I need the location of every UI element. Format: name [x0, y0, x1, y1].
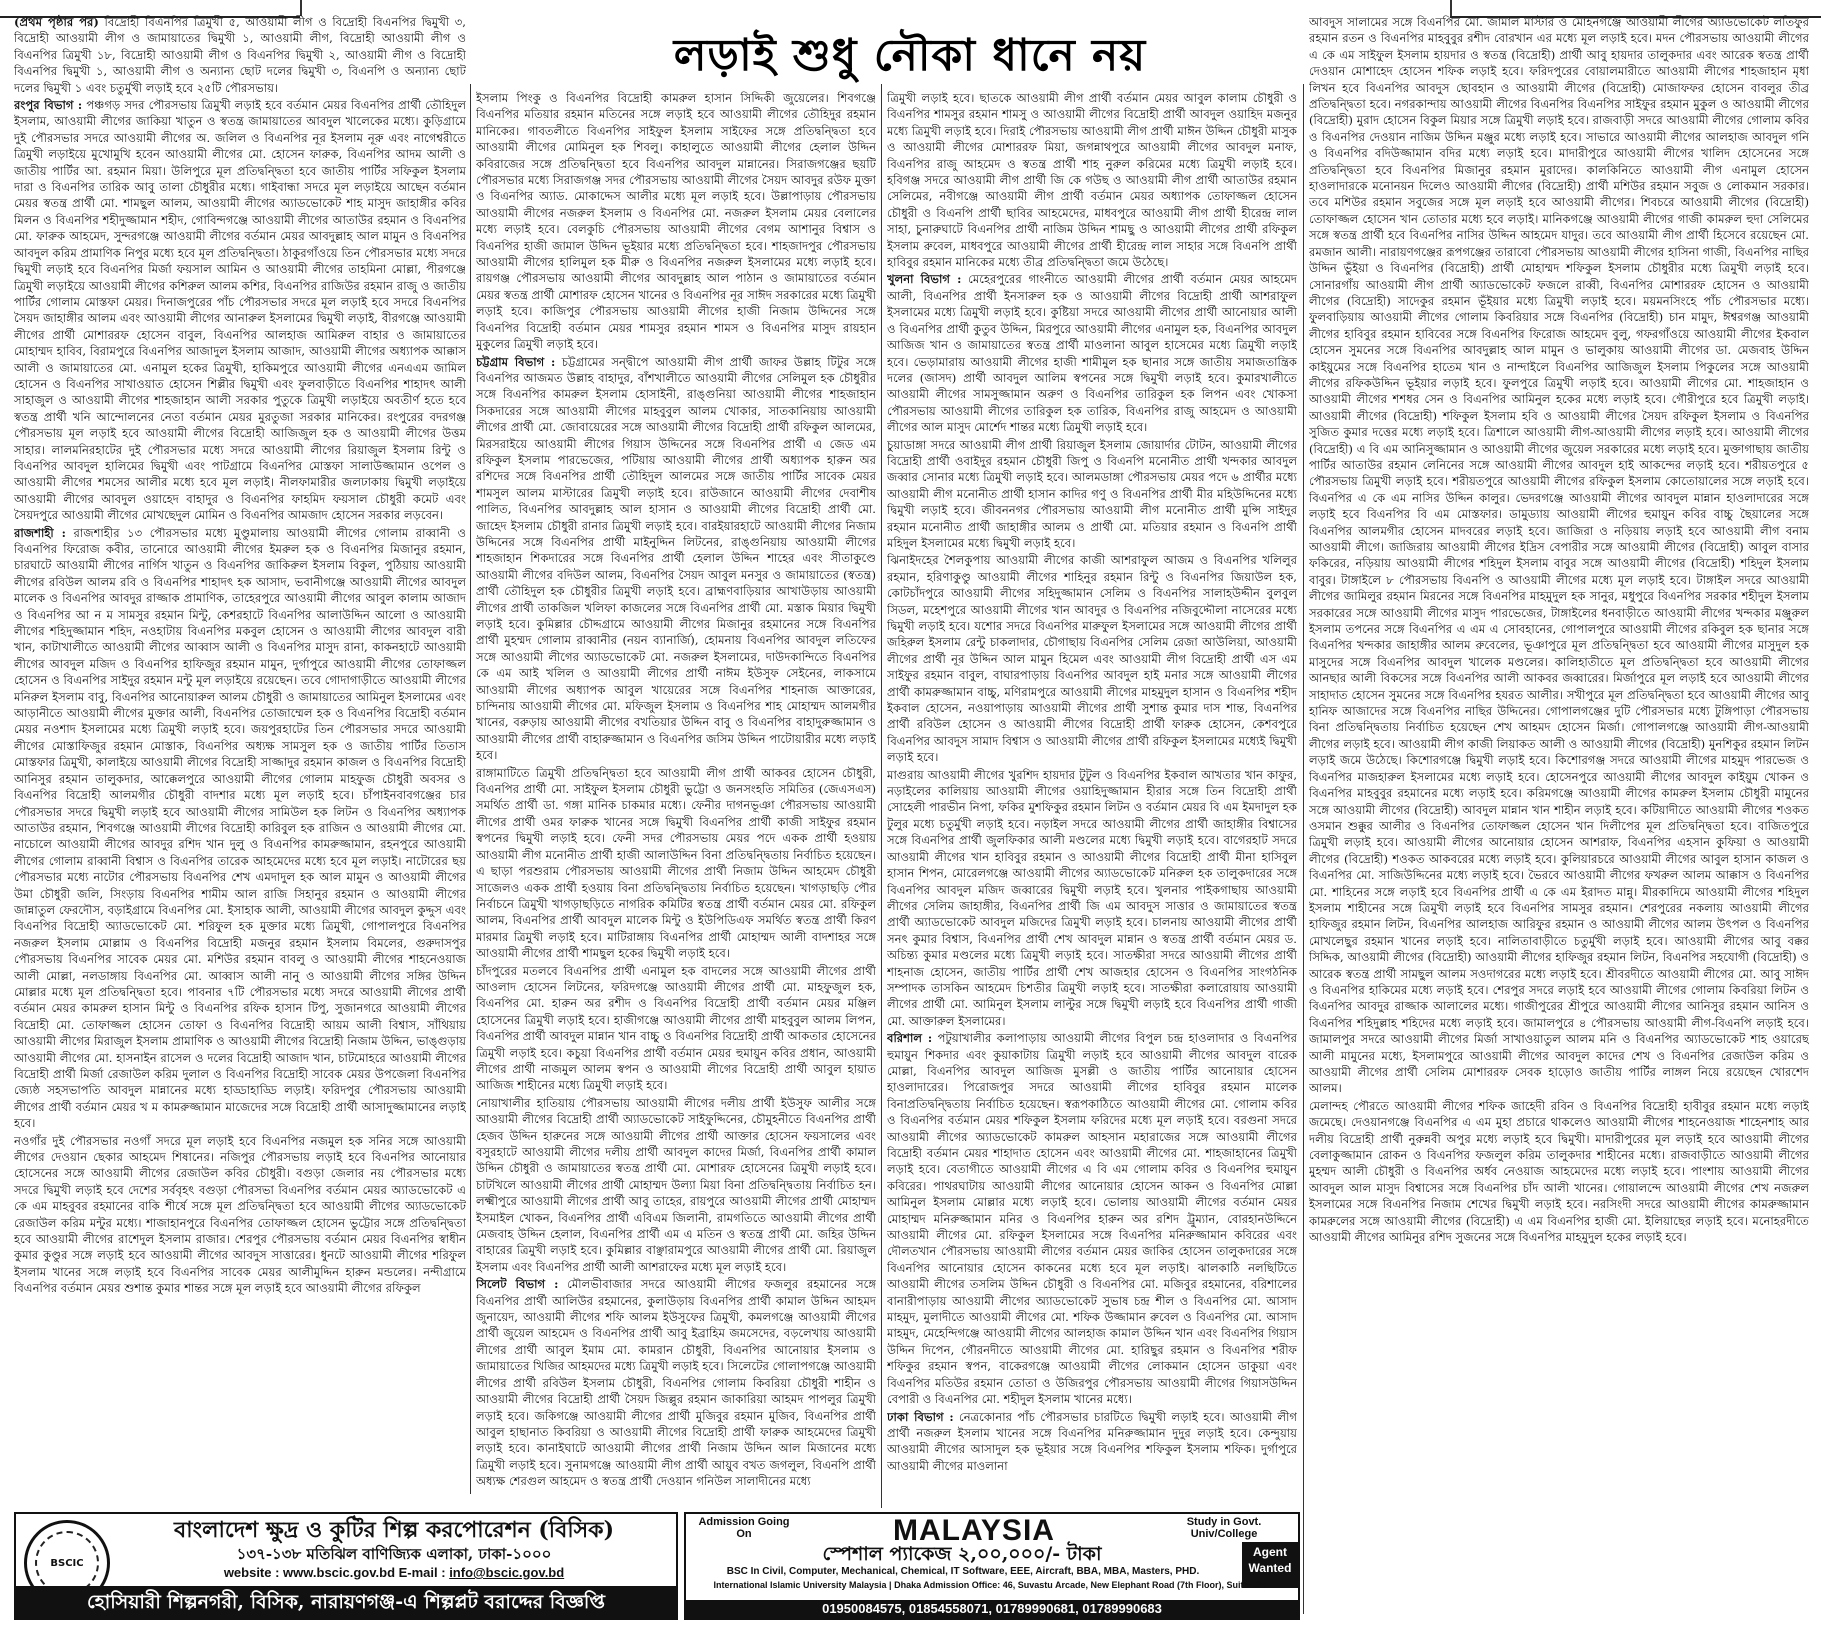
article-paragraph	[14, 1133, 466, 1297]
paragraph-text: চাঁদপুরের মতলবে বিএনপির প্রার্থী এনামুল হক বাদলের সঙ্গে আওয়ামী লীগের প্রার্থী আওলাদ হোসেন লিটনের, ফরিদগঞ্জে আওয়ামী লীগের প্রার্থী মো. মাহফুজুল হক, বিএনপির মো. হারুন অর রশীদ ও বিএনপির বিদ্রোহী প্রার্থী বর্তমান মেয়র মঞ্জিল হোসেনের ত্রিমুখী লড়াই হবে। হাজীগঞ্জে আওয়ামী লীগের প্রার্থী মাহবুবুল আলম লিপন, বিএনপির প্রার্থী আবদুল মান্নান খান বাচ্চু ও বিএনপির বিদ্রোহী প্রার্থী আকতার হোসেনের ত্রিমুখী লড়াই হবে। কচুয়া বিএনপির প্রার্থী বর্তমান মেয়র হুমায়ুন কবির প্রধান, আওয়ামী লীগের প্রার্থী নাজমুল আলম স্বপন ও আওয়ামী লীগের বিদ্রোহী প্রার্থী আবুল হায়াত আজিজ শাহীনের মধ্যে ত্রিমুখী লড়াই হবে।	[476, 963, 876, 1093]
article-paragraph	[887, 90, 1297, 270]
phone-numbers: 01950084575, 01854558071, 01789990681, 01789990683	[686, 1600, 1298, 1618]
bscic-address: ১৩৭-১৩৮ মতিঝিল বাণিজ্যিক এলাকা, ঢাকা-১০০০	[236, 1545, 552, 1563]
article-paragraph	[476, 963, 876, 1094]
paragraph-text: নেত্রকোনার পাঁচ পৌরসভার চারটিতে দ্বিমুখী লড়াই হবে। আওয়ামী লীগ প্রার্থী নজরুল ইসলাম খানের সঙ্গে বিএনপির মনিরুজ্জামান দুদুর লড়াই হবে। কেন্দুয়ায় আওয়ামী লীগের আসাদুল হক ভূইয়ার সঙ্গে বিএনপির শফিকুল ইসলাম শফিক। দুর্গাপুরে আওয়ামী লীগের মাওলানা	[887, 1409, 1297, 1473]
paragraph-text: মৌলভীবাজার সদরে আওয়ামী লীগের ফজলুর রহমানের সঙ্গে বিএনপির প্রার্থী আলিউর রহমানের, কুলাউড়ায় বিএনপির প্রার্থী কামাল উদ্দিন আহমদ জুনায়েদ, আওয়ামী লীগের শফি আলম ইউসুফের ত্রিমুখী, কমলগঞ্জে আওয়ামী লীগের প্রার্থী জুয়েল আহমেদ ও বিএনপির প্রার্থী আবু ইব্রাহিম জমসেদের, বড়লেখায় আওয়ামী লীগের প্রার্থী আবুল ইমাম মো. কামরান চৌধুরী, বিএনপির আনোয়ার ইসলাম ও জামায়াতের খিজির আহমদের মধ্যে ত্রিমুখী লড়াই হবে। সিলেটের গোলাপগঞ্জে আওয়ামী লীগের প্রার্থী রবিউল ইসলাম চৌধুরী, বিএনপির গোলাম কিবরিয়া চৌধুরী শাহীন ও আওয়ামী লীগের বিদ্রোহী প্রার্থী সৈয়দ জিল্লুর রহমান জাকারিয়া আহমদ পাপলুর ত্রিমুখী লড়াই হবে। জকিগঞ্জে আওয়ামী লীগের প্রার্থী মুজিবুর রহমান মুজিব, বিএনপির প্রার্থী আবুল হাছানাত কিবরিয়া ও আওয়ামী লীগের বিদ্রোহী প্রার্থী ফারুক আহমেদের ত্রিমুখী লড়াই হবে। কানাইঘাটে আওয়ামী লীগের প্রার্থী নিজাম উদ্দিন আল মিজানের মধ্যে ত্রিমুখী লড়াই হবে। সুনামগঞ্জে আওয়ামী লীগ প্রার্থী আয়ুব বখত জগলুল, বিএনপি প্রার্থী অধ্যক্ষ শেরগুল আহমেদ ও স্বতন্ত্র প্রার্থী দেওয়ান গনিউল সালাদীনের মধ্যে	[476, 1277, 876, 1489]
bscic-website-label: website : www.bscic.gov.bd E-mail :	[223, 1565, 450, 1580]
article-paragraph	[1309, 1098, 1809, 1246]
paragraph-text: পটুয়াখালীর কলাপাড়ায় আওয়ামী লীগের বিপুল চন্দ্র হাওলাদার ও বিএনপির হুমায়ুন শিকদার এবং কুয়াকাটায় ত্রিমুখী লড়াই হবে আওয়ামী লীগের আবদুল বারেক মোল্লা, বিএনপির আবদুল আজিজ মুসল্লী ও জাতীয় পার্টির আনোয়ার হোসেন হাওলাদারের। পিরোজপুর সদরে আওয়ামী লীগের হাবিবুর রহমান মালেক বিনাপ্রতিদ্বন্দ্বিতায় নির্বাচিত হয়েছেন। স্বরূপকাঠিতে আওয়ামী লীগের মো. গোলাম কবির ও বিএনপির বর্তমান মেয়র শফিকুল ইসলাম ফরিদের মধ্যে মূল লড়াই হবে। বরগুনা সদরে আওয়ামী লীগের অ্যাডভোকেট কামরুল আহসান মহারাজের সঙ্গে আওয়ামী লীগের বিদ্রোহী বর্তমান মেয়র শাহাদাত হোসেন এবং আওয়ামী লীগের মো. শাহজাহানের ত্রিমুখী লড়াই হবে। বেতাগীতে আওয়ামী লীগের এ বি এম গোলাম কবির ও বিএনপির হুমায়ুন কবিরের। পাথরঘাটায় আওয়ামী লীগের আনোয়ার হোসেন আকন ও বিএনপির মোল্লা আমিনুল ইসলাম মোল্লার মধ্যে লড়াই হবে। ভোলায় আওয়ামী লীগের বর্তমান মেয়র মোহাম্মদ মনিরুজ্জামান মনির ও বিএনপির হারুন অর রশিদ ট্রুম্যান, বোরহানউদ্দিনে আওয়ামী লীগের মো. রফিকুল ইসলামের সঙ্গে বিএনপির মনিরুজ্জামান কবিরের এবং দৌলতখান পৌরসভায় আওয়ামী লীগের বর্তমান মেয়র জাকির হোসেন তালুকদারের সঙ্গে বিএনপির আনোয়ার হোসেন কাকনের মধ্যে হবে মূল লড়াই। ঝালকাঠি নলছিটিতে আওয়ামী লীগের তসলিম উদ্দিন চৌধুরী ও বিএনপির মো. মজিবুর রহমানের, বরিশালের বানারীপাড়ায় আওয়ামী লীগের অ্যাডভোকেট সুভাষ চন্দ্র শীল ও বিএনপির মো. আসাদ মাহমুদ, মুলাদীতে আওয়ামী লীগের মো. শফিক উজ্জামান রুবেল ও বিএনপির মো. আসাদ মাহমুদ, মেহেন্দিগঞ্জে আওয়ামী লীগের আলহাজ কামাল উদ্দিন খান এবং বিএনপির গিয়াস উদ্দিন দিপেন, গৌরনদীতে আওয়ামী লীগের মো. হারিছুর রহমান ও বিএনপির শরীফ শফিকুর রহমান স্বপন, বাকেরগঞ্জে আওয়ামী লীগের লোকমান হোসেন ডাকুয়া এবং বিএনপির মতিউর রহমান তোতা ও উজিরপুর পৌরসভায় আওয়ামী লীগের গিয়াসউদ্দিন বেপারী ও বিএনপির মো. শহীদুল ইসলাম খানের মধ্যে।	[887, 1031, 1297, 1407]
bscic-contact	[134, 1564, 654, 1582]
article-paragraph	[14, 14, 466, 96]
article-paragraph	[887, 1409, 1297, 1475]
section-lead: ঢাকা বিভাগ :	[887, 1409, 954, 1424]
malaysia-study-advertisement	[684, 1512, 1300, 1620]
column-divider	[470, 84, 471, 1494]
article-paragraph	[1309, 14, 1809, 1097]
paragraph-text: চুয়াডাঙ্গা সদরে আওয়ামী লীগ প্রার্থী রিয়াজুল ইসলাম জোয়ার্দার টোটন, আওয়ামী লীগের বিদ্রোহী প্রার্থী ওবাইদুর রহমান চৌধুরী জিপু ও বিএনপি মনোনীত প্রার্থী খন্দকার আবদুল জব্বার সোনার মধ্যে ত্রিমুখী লড়াই হবে। আলমডাঙ্গা পৌরসভায় মেয়র পদে ৬ প্রার্থীর মধ্যে আওয়ামী লীগ মনোনীত প্রার্থী হাসান কাদির গণু ও বিএনপির প্রার্থী মীর মহিউদ্দিনের মধ্যে দ্বিমুখী লড়াই হবে। জীবননগর পৌরসভায় আওয়ামী লীগ মনোনীত প্রার্থী মুন্সি সাইদুর রহমান মনোনীত প্রার্থী জাহাঙ্গীর আলম ও প্রার্থী মো. মতিয়ার রহমান ও বিএনপি প্রার্থী মহিদুল ইসলামের মধ্যে দ্বিমুখী লড়াই হবে।	[887, 437, 1297, 550]
article-paragraph	[887, 437, 1297, 552]
study-label: Study in Govt. Univ/College	[1186, 1516, 1262, 1540]
article-column-4	[1309, 14, 1809, 1616]
page-headline: লড়াই শুধু নৌকা ধানে নয়	[673, 30, 1147, 81]
admission-label: Admission Going On	[698, 1516, 790, 1540]
article-paragraph	[476, 1276, 876, 1489]
paragraph-text: ইসলাম পিংকু ও বিএনপির বিদ্রোহী কামরুল হাসান সিদ্দিকী জুয়েলের। শিবগঞ্জে বিএনপির মতিয়ার রহমান মতিনের সঙ্গে লড়াই হবে আওয়ামী লীগের তৌহিদুর রহমান মানিকের। গাবতলীতে বিএনপির সাইফুল ইসলাম সাইফের সঙ্গে প্রতিদ্বন্দ্বিতা হবে আওয়ামী লীগের মোমিনুল হক শিবলু। কাহালুতে আওয়ামী লীগের হেলাল উদ্দিন কবিরাজের সঙ্গে প্রতিদ্বন্দ্বিতা হবে বিএনপির আবদুল মান্নানের। সিরাজগঞ্জের ছয়টি পৌরসভার মধ্যে সিরাজগঞ্জ সদর পৌরসভায় আওয়ামী লীগের সৈয়দ আবদুর রউফ মুক্তা ও বিএনপির অ্যাড. মোকাদ্দেস আলীর মধ্যে মূল লড়াই হবে। উল্লাপাড়ায় পৌরসভায় আওয়ামী লীগের নজরুল ইসলাম ও বিএনপির মো. নজরুল ইসলাম মেয়র বেলালের মধ্যে লড়াই হবে। বেলকুচি পৌরসভায় আওয়ামী লীগের বেগম আশানুর বিশ্বাস ও বিএনপির হাজী জামাল উদ্দিন ভূইয়ার মধ্যে প্রতিদ্বন্দ্বিতা হবে। শাহজাদপুর পৌরসভায় আওয়ামী লীগের হালিমুল হক মীরু ও বিএনপির নজরুল ইসলামের মধ্যে লড়াই হবে। রায়গঞ্জ পৌরসভায় আওয়ামী লীগের আবদুল্লাহ আল পাঠান ও জামায়াতের বর্তমান মেয়র স্বতন্ত্র প্রার্থী মোশারফ হোসেন খানের ও বিএনপির নূর সাঈদ সরকারের মধ্যে ত্রিমুখী লড়াই হবে। কাজিপুর পৌরসভায় আওয়ামী লীগের হাজী নিজাম উদ্দিনের সঙ্গে বিএনপির বিদ্রোহী বর্তমান মেয়র শামসুর রহমান শামস ও বিএনপির মাসুদ রায়হান মুকুলের ত্রিমুখী লড়াই হবে।	[476, 91, 876, 352]
article-column-1	[14, 14, 466, 1500]
article-column-3	[887, 90, 1297, 1512]
bscic-advertisement	[14, 1512, 678, 1620]
article-paragraph	[887, 767, 1297, 1030]
paragraph-text: মেহেরপুরের গাংনীতে আওয়ামী লীগের প্রার্থী বর্তমান মেয়র আহমেদ আলী, বিএনপির প্রার্থী ইনসারুল হক ও আওয়ামী লীগের বিদ্রোহী প্রার্থী আশরাফুল ইসলামের মধ্যে ত্রিমুখী লড়াই হবে। কুষ্টিয়া সদরে আওয়ামী লীগের প্রার্থী আনোয়ার আলী ও বিএনপির প্রার্থী কুতুব উদ্দিন, মিরপুরে আওয়ামী লীগের এনামুল হক, বিএনপির আবদুল আজিজ খান ও জামায়াতের স্বতন্ত্র প্রার্থী মাওলানা আবুল হাসেমের মধ্যে ত্রিমুখী লড়াই হবে। ভেড়ামারায় আওয়ামী লীগের হাজী শামীমুল হক ছানার সঙ্গে জাতীয় সমাজতান্ত্রিক দলের (জাসদ) প্রার্থী আবদুল আলিম স্বপনের সঙ্গে দ্বিমুখী লড়াই হবে। কুমারখালীতে আওয়ামী লীগের সামসুজ্জামান অরুণ ও বিএনপির তারিকুল হক লিপন এবং খোকসা পৌরসভায় আওয়ামী লীগের তারিকুল হক তারিক, বিএনপির রাজু আহমেদ ও আওয়ামী লীগের আল মাসুদ মোর্শেদ শান্তর মধ্যে ত্রিমুখী লড়াই হবে।	[887, 272, 1297, 435]
bscic-title: বাংলাদেশ ক্ষুদ্র ও কুটির শিল্প করপোরেশন (বিসিক)	[174, 1517, 614, 1543]
section-lead: রাজশাহী :	[14, 525, 66, 540]
paragraph-text: মেলান্দহ পৌরতে আওয়ামী লীগের শফিক জাহেদী রবিন ও বিএনপির বিদ্রোহী হাবীবুর রহমান মধ্যে লড়াই জমেছে। দেওয়ানগঞ্জে বিএনপির এ এম মুহা প্রচারে থাকলেও আওয়ামী লীগের শাহনেওয়াজ শাহেনশাহ আর দলীয় বিদ্রোহী প্রার্থী নুরুন্নবী অপুর মধ্যে লড়াই হবে দ্বিমুখী। মাদারীপুরের মূল লড়াই হবে আওয়ামী লীগের বেলাকুজ্জামান রোকন ও বিএনপির ফজলুল করিম তালুকদার শাহীনের মধ্যে। রাজবাড়ীতে আওয়ামী লীগের মুহম্মদ আলী চৌধুরী ও বিএনপির অর্ধব নেওয়াজ আহমেদের মধ্যে লড়াই হবে। পাংশায় আওয়ামী লীগের আবদুল আল মাসুদ বিশ্বাসের সঙ্গে বিএনপির চাঁদ আলী খানের। গোয়ালন্দে আওয়ামী লীগের শেখ নজরুল ইসলামের সঙ্গে বিএনপির নিজাম শেখের দ্বিমুখী লড়াই হবে। নরসিংদী সদরে আওয়ামী লীগের কামরুজ্জামান কামরুলের সঙ্গে আওয়ামী লীগের (বিদ্রোহী) এ এম বিএনপির হাজী মো. ইলিয়াছের লড়াই হবে। মনোহরদীতে আওয়ামী লীগের আমিনুর রশিদ সুজনের সঙ্গে বিএনপির মাহমুদুল হকের লড়াই হবে।	[1309, 1098, 1809, 1245]
section-lead: সিলেট বিভাগ :	[476, 1277, 559, 1292]
section-lead: খুলনা বিভাগ :	[887, 272, 962, 287]
article-paragraph	[476, 354, 876, 764]
article-paragraph	[887, 1030, 1297, 1407]
section-lead: বরিশাল :	[887, 1031, 933, 1046]
paragraph-text: ঝিনাইদহের শৈলকুপায় আওয়ামী লীগের কাজী আশরাফুল আজম ও বিএনপির খলিলুর রহমান, হরিণাকুণ্ডু আওয়ামী লীগের শাহিনুর রহমান রিন্টু ও বিএনপির জিয়াউল হক, কোটচাঁদপুরে আওয়ামী লীগের সহিদুজ্জামান সেলিম ও বিএনপির সালাহউদ্দীন বুলবুল সিডল, মহেশপুরে আওয়ামী লীগের খান আবদুর ও বিএনপির নজিবুদ্দৌলা নাসেরের মধ্যে দ্বিমুখী লড়াই হবে। যশোর সদরে বিএনপির মারুফুল ইসলামের সঙ্গে আওয়ামী লীগের প্রার্থী জহিরুল ইসলাম রেন্টু চাকলাদার, চৌগাছায় বিএনপির সেলিম রেজা আউলিয়া, আওয়ামী লীগের প্রার্থী নূর উদ্দিন আল মামুন হিমেল এবং আওয়ামী লীগ বিদ্রোহী প্রার্থী এস এম সাইফুর রহমান বাবুল, বাঘারপাড়ায় বিএনপির আবদুল হাই মনার সঙ্গে আওয়ামী লীগের প্রার্থী কামরুজ্জামান বাচ্চু, মণিরামপুরে আওয়ামী লীগের মাহমুদুল হাসান ও বিএনপির শহীদ ইকবাল হোসেন, নওয়াপাড়ায় আওয়ামী লীগের প্রার্থী সুশান্ত কুমার দাস শান্ত, বিএনপির প্রার্থী রবিউল হোসেন ও আওয়ামী লীগের বিদ্রোহী প্রার্থী ফারুক হোসেন, কেশবপুরে বিএনপির আবদুস সামাদ বিশ্বাস ও আওয়ামী লীগের প্রার্থী রফিকুল ইসলামের মধ্যেই দ্বিমুখী লড়াই হবে।	[887, 553, 1297, 765]
paragraph-text: বিদ্রোহী বিএনপির ত্রিমুখী ৫, আওয়ামী লীগ ও বিদ্রোহী বিএনপির দ্বিমুখী ৩, বিদ্রোহী আওয়ামী লীগ ও জামায়াতের দ্বিমুখী ১, আওয়ামী লীগ, বিদ্রোহী আওয়ামী লীগ ও বিএনপির ত্রিমুখী ১৮, বিদ্রোহী আওয়ামী লীগ ও বিএনপির দ্বিমুখী ২, আওয়ামী লীগ ও বিদ্রোহী বিএনপির দ্বিমুখী ১, আওয়ামী লীগ ও অন্যান্য ছোট দলের দ্বিমুখী ৩, বিএনপি ও অন্যান্য ছোট দলের দ্বিমুখী ১ এবং চতুর্মুখী লড়াই হবে ২৫টি পৌরসভায়।	[14, 15, 466, 95]
bscic-notice-banner: হোসিয়ারী শিল্পনগরী, বিসিক, নারায়ণগঞ্জ-এ শিল্পপ্লট বরাদ্দের বিজ্ঞপ্তি	[16, 1586, 676, 1618]
agent-wanted-badge: Agent Wanted	[1242, 1542, 1298, 1588]
paragraph-text: চট্টগ্রামের সন্দ্বীপে আওয়ামী লীগ প্রার্থী জাফর উল্লাহ টিটুর সঙ্গে বিএনপির আজমত উল্লাহ বাহাদুর, বাঁশখালীতে আওয়ামী লীগের সেলিমুল হক চৌধুরীর সঙ্গে বিএনপির কামরুল ইসলাম হোসাইনী, রাঙ্গুনিয়া আওয়ামী লীগের শাহজাহান সিকদারের সঙ্গে আওয়ামী লীগের মাহবুবুল আলম খোকার, সাতকানিয়ায় আওয়ামী লীগের প্রার্থী মো. জোবায়েরের সঙ্গে আওয়ামী লীগের বিদ্রোহী প্রার্থী রফিকুল আলমের, মিরসরাইয়ে আওয়ামী লীগের গিয়াস উদ্দিনের সঙ্গে বিএনপির প্রার্থী এ জেড এম রফিকুল ইসলাম পারভেজের, পটিয়ায় আওয়ামী লীগের প্রার্থী অধ্যাপক হারুন অর রশিদের সঙ্গে বিএনপির প্রার্থী তৌহিদুল আলমের সঙ্গে জাতীয় পার্টির সাবেক মেয়র শামসুল আলম মাস্টারের ত্রিমুখী লড়াই হবে। রাউজানে আওয়ামী লীগের দেবাশীষ পালিত, বিএনপির আবদুল্লাহ আল হাসান ও আওয়ামী লীগের বিদ্রোহী প্রার্থী মো. জাহেদ ইসলাম চৌধুরী রানার ত্রিমুখী লড়াই হবে। বারইয়ারহাটে আওয়ামী লীগের নিজাম উদ্দিনের সঙ্গে বিএনপির প্রার্থী মাইনুদ্দিন লিটনের, রাঙ্গুনিয়ায় আওয়ামী লীগের শাহজাহান শিকদারের সঙ্গে বিএনপির প্রার্থী হেলাল উদ্দিন শাহের এবং সীতাকুণ্ডে আওয়ামী লীগের বদিউল আলম, বিএনপির সৈয়দ আবুল মনসুর ও জামায়াতের (স্বতন্ত্র) প্রার্থী তৌহিদুল হক চৌধুরীর ত্রিমুখী লড়াই হবে। ব্রাহ্মণবাড়িয়ার আখাউড়ায় আওয়ামী লীগের প্রার্থী তাকজিল খলিফা কাজলের সঙ্গে বিএনপির প্রার্থী মো. মস্তাক মিয়ার দ্বিমুখী লড়াই হবে। কুমিল্লার চৌদ্দগ্রামে আওয়ামী লীগের মিজানুর রহমানের সঙ্গে বিএনপির প্রার্থী মুহম্মদ গোলাম রাব্বানীর (নয়ন ব্যানার্জি), হোমনায় বিএনপির আবদুল লতিফের সঙ্গে আওয়ামী লীগের অ্যাডভোকেট মো. নজরুল ইসলামের, দাউদকান্দিতে বিএনপির কে এম আই খলিল ও আওয়ামী লীগের প্রার্থী নাঈম ইউসুফ সেইনের, লাকসামে আওয়ামী লীগের অধ্যাপক আবুল খায়েরের সঙ্গে বিএনপির শাহনাজ আক্তারের, চান্দিনায় আওয়ামী লীগের মো. মফিজুল ইসলাম ও বিএনপির শাহ মোহাম্মদ আলমগীর খানের, বরুড়ায় আওয়ামী লীগের বখতিয়ার উদ্দিন বাবু ও বিএনপির বাহাদুরুজ্জামান ও আওয়ামী লীগের প্রার্থী বাহারুজ্জামান ও বিএনপির জসিম উদ্দিন পাটোয়ারীর মধ্যে লড়াই হবে।	[476, 354, 876, 763]
paragraph-text: নোয়াখালীর হাতিয়ায় পৌরসভায় আওয়ামী লীগের দলীয় প্রার্থী ইউসুফ আলীর সঙ্গে আওয়ামী লীগের বিদ্রোহী প্রার্থী অ্যাডভোকেট সাইফুদ্দিনের, চৌমুহনীতে বিএনপির প্রার্থী হেজব উদ্দিন হারুনের সঙ্গে আওয়ামী লীগের প্রার্থী আক্তার হোসেন ফয়সালের এবং বসুরহাটে আওয়ামী লীগের দলীয় প্রার্থী আবদুল কাদের মির্জা, বিএনপির প্রার্থী কামাল উদ্দিন চৌধুরী ও জামায়াতের স্বতন্ত্র প্রার্থী মো. মোশারফ হোসেনের ত্রিমুখী লড়াই হবে। চাটখিলে আওয়ামী লীগের প্রার্থী মোহাম্মদ উল্যা মিয়া বিনা প্রতিদ্বন্দ্বিতায় নির্বাচিত হন। লক্ষ্মীপুরে আওয়ামী লীগের প্রার্থী আবু তাহের, রায়পুরে আওয়ামী লীগের প্রার্থী মোহাম্মদ ইসমাইল খোকন, বিএনপির প্রার্থী এবিএম জিলানী, রামগতিতে আওয়ামী লীগের প্রার্থী মেজবাহ উদ্দিন হেলাল, বিএনপির প্রার্থী এম এ মতিন ও স্বতন্ত্র প্রার্থী মো. জহির উদ্দিন বাহারের ত্রিমুখী লড়াই হবে। কুমিল্লার বাঞ্ছারামপুরে আওয়ামী লীগের প্রার্থী মো. রিয়াজুল ইসলাম এবং বিএনপির প্রার্থী আলী আশরাফের মধ্যে মূল লড়াই হবে।	[476, 1095, 876, 1274]
paragraph-text: আবদুস সালামের সঙ্গে বিএনপির মো. জামাল মাস্টার ও মোহনগঞ্জে আওয়ামী লীগের অ্যাডভোকেট লতিফুর রহমান রতন ও বিএনপির মাহবুবুর রশীদ বোরখান এর মধ্যে মূল লড়াই হবে। মদন পৌরসভায় আওয়ামী লীগের এ কে এম সাইফুল ইসলাম হায়দার ও স্বতন্ত্র (বিদ্রোহী) প্রার্থী আবু হায়দার তালুকদার এবং আরেক স্বতন্ত্র প্রার্থী দেওয়ান মোশাহেদ হোসেন শফিক লড়াই হবে। ফরিদপুরের বোয়ালমারীতে আওয়ামী লীগের শাহজাহান মৃধা লিখন হবে বিএনপির আবদুস ছোবহান ও আওয়ামী লীগের (বিদ্রোহী) মোজাফফর হোসেন বাবলুর তীব্র প্রতিদ্বন্দ্বিতা হবে। নগরকান্দায় আওয়ামী লীগের বিএনপির বিএনপির সাইফুর রহমান মুকুল ও আওয়ামী লীগের (বিদ্রোহী) মুরাদ হোসেন বিকুল মিয়ার সঙ্গে ত্রিমুখী লড়াই হবে। রাজবাড়ী সদরে আওয়ামী লীগের গোলাম কবির ও বিএনপির দেওয়ান নাজিম উদ্দিন মঞ্জুর মধ্যে লড়াই হবে। সাভারে আওয়ামী লীগের আলহাজ আবদুল গনি ও বিএনপির বদিউজ্জামান বদির মধ্যে লড়াই হবে। মাদারীপুরে আওয়ামী লীগের খালিদ হোসেনের সঙ্গে প্রতিদ্বন্দ্বিতা হবে বিএনপির মিজানুর রহমান মুরাদের। কালকিনিতে আওয়ামী লীগ এনামুল হোসেন হাওলাদারকে মনোনয়ন দিলেও আওয়ামী লীগের (বিদ্রোহী) প্রার্থী মশিউর রহমান সবুজ ও লোকমান সরকার। তবে মশিউর রহমান সবুজের সঙ্গে মূল লড়াই হবে আওয়ামী লীগের। শিবচরে আওয়ামী লীগের (বিদ্রোহী) তোফাজ্জল হোসেন খান তোতার মধ্যে হবে লড়াই। মানিকগঞ্জে আওয়ামী লীগের গাজী কামরুল হুদা সেলিমের সঙ্গে স্বতন্ত্র প্রার্থী হবে বিএনপির নাসির উদ্দিন আহমেদ যাদুর। তবে আওয়ামী লীগ প্রার্থী হিসেবে রয়েছেন মো. রমজান আলী। নারায়ণগঞ্জের রূপগঞ্জের তারাবো পৌরসভায় আওয়ামী লীগের হাসিনা গাজী, বিএনপির নাছির উদ্দিন ভুঁইয়া ও বিএনপির (বিদ্রোহী) প্রার্থী মোহাম্মদ শফিকুল ইসলাম চৌধুরীর মধ্যে ত্রিমুখী লড়াই হবে। সোনারগাঁয় আওয়ামী লীগ প্রার্থী অ্যাডভোকেট ফজলে রাব্বী, বিএনপির মোশাররফ হোসেন ও আওয়ামী লীগের (বিদ্রোহী) সাদেকুর রহমান ভূঁইয়ার মধ্যে ত্রিমুখী লড়াই হবে। ময়মনসিংহে পাঁচ পৌরসভার মধ্যে। ফুলবাড়িয়ায় আওয়ামী লীগের গোলাম কিবরিয়ার সঙ্গে বিএনপির (বিদ্রোহী) চান মামুদ, ঈশ্বরগঞ্জ আওয়ামী লীগের হাবিবুর রহমান হাবিবের সঙ্গে বিএনপির ফিরোজ আহমেদ বুলু, গফরগাঁওয়ে আওয়ামী লীগের ইকবাল হোসেন সুমনের সঙ্গে বিএনপির আবদুল্লাহ আল মামুন ও ভালুকায় আওয়ামী লীগের ডা. মেজবাহ উদ্দিন কাইয়ুমের সঙ্গে বিএনপির হাতেম খান ও নান্দাইলে বিএনপির আজিজুল ইসলাম পিকুলের সঙ্গে আওয়ামী লীগের রফিকউদ্দিন ভূইয়ার লড়াই হবে। ফুলপুরে ত্রিমুখী লড়াই হবে। আওয়ামী লীগের মো. শাহজাহান ও আওয়ামী লীগের শশধর সেন ও বিএনপির আমিনুল হকের মধ্যে লড়াই হবে। গৌরীপুরে হবে ত্রিমুখী লড়াই। আওয়ামী লীগের (বিদ্রোহী) শফিকুল ইসলাম হবি ও আওয়ামী লীগের সৈয়দ রফিকুল ইসলাম ও বিএনপির সুজিত কুমার দত্তের মধ্যে লড়াই হবে। ত্রিশালে আওয়ামী লীগ-আওয়ামী লীগের লড়াই হবে। আওয়ামী লীগের (বিদ্রোহী) এ বি এম আনিসুজ্জামান ও আওয়ামী লীগের জুয়েল সরকারের মধ্যে লড়াই হবে। মুক্তাগাছায় জাতীয় পার্টির আতাউর রহমান লেনিনের সঙ্গে আওয়ামী লীগের আবদুল হাই আকন্দের লড়াই হবে। শরীয়তপুরে ৫ পৌরসভায় ত্রিমুখী লড়াই হবে। শরীয়তপুরে আওয়ামী লীগের রফিকুল ইসলাম কোতোয়ালের সঙ্গে লড়াই হবে। বিএনপির এ কে এম নাসির উদ্দিন কালুর। ভেদরগঞ্জে আওয়ামী লীগের আবদুল মান্নান হাওলাদারের সঙ্গে লড়াই হবে বিএনপির বি এম মোস্তফার। ডামুড্যায় আওয়ামী লীগের হুমায়ুন কবির বাচ্চু ছৈয়ালের সঙ্গে বিএনপির আলমগীর হোসেন মাদবরের লড়াই হবে। জাজিরা ও নড়িয়ায় লড়াই হবে আওয়ামী লীগ বনাম আওয়ামী লীগে। জাজিরায় আওয়ামী লীগের ইদ্রিস বেপারীর সঙ্গে আওয়ামী লীগের (বিদ্রোহী) আবুল বাসার ফকিরের, নড়িয়ায় আওয়ামী লীগের শহিদুল ইসলাম বাবুর সঙ্গে আওয়ামী লীগের (বিদ্রোহী) শহিদুল ইসলাম বাবুর। টাঙ্গাইলে ৮ পৌরসভায় বিএনপি ও আওয়ামী লীগের মধ্যে মূল লড়াই হবে। টাঙ্গাইল সদরে আওয়ামী লীগের জামিলুর রহমান মিরনের সঙ্গে বিএনপির মাহমুদুল হক সানুর, মধুপুরে বিএনপির সরকার শহীদুল ইসলাম সরকারের সঙ্গে আওয়ামী লীগের মাসুদ পারভেজের, টাঙ্গাইলের ধনবাড়ীতে আওয়ামী লীগের খন্দকার মঞ্জুরুল ইসলাম তপনের সঙ্গে বিএনপির এ এম এ সোবহানের, গোপালপুরে আওয়ামী লীগের রকিবুল হক ছানার সঙ্গে বিএনপির খন্দকার জাহাঙ্গীর আলম রুবেলের, ভূঞাপুরে মূল প্রতিদ্বন্দ্বিতা হবে আওয়ামী লীগের মাসুদুল হক মাসুদের সঙ্গে বিএনপির আবদুল খালেক মণ্ডলের। কালিহাতীতে মূল প্রতিদ্বন্দ্বিতা হবে আওয়ামী লীগের আনছার আলী বিকসের সঙ্গে বিএনপির আলী আকবর জব্বারের। মির্জাপুরে মূল লড়াই হবে আওয়ামী লীগের সাহাদাত হোসেন সুমনের সঙ্গে বিএনপির হযরত আলীর। সখীপুরে মূল প্রতিদ্বন্দ্বিতা হবে আওয়ামী লীগের আবু হানিফ আজাদের সঙ্গে বিএনপির নাছির উদ্দিনের। গোপালগঞ্জের দুটি পৌরসভার মধ্যে টুঙ্গিপাড়া পৌরসভায় বিনা প্রতিদ্বন্দ্বিতায় নির্বাচিত হয়েছেন শেখ আহমদ হোসেন মির্জা। গোপালগঞ্জে আওয়ামী লীগ-আওয়ামী লীগের লড়াই হবে। আওয়ামী লীগ কাজী লিয়াকত আলী ও আওয়ামী লীগের (বিদ্রোহী) মুনশিকুর রহমান লিটন লড়াই জমে উঠেছে। কিশোরগঞ্জে দ্বিমুখী লড়াই হবে। কিশোরগঞ্জ সদরে আওয়ামী লীগের মাহমুদ পারভেজ ও বিএনপির মাজহারুল ইসলামের মধ্যে লড়াই হবে। হোসেনপুরে আওয়ামী লীগের আবদুল কাইয়ুম খোকন ও বিএনপির মাহবুবুর রহমানের মধ্যে লড়াই হবে। করিমগঞ্জে আওয়ামী লীগের কামরুল ইসলাম চৌধুরী মামুনের সঙ্গে আওয়ামী লীগের (বিদ্রোহী) আবদুল মান্নান খান শাহীন লড়াই হবে। কটিয়াদীতে আওয়ামী লীগের শওকত ওসমান শুক্কুর আলীর ও বিএনপির তোফাজ্জল হোসেন খান দিলীপের মূল প্রতিদ্বন্দ্বিতা হবে। বাজিতপুরে ত্রিমুখী লড়াই হবে। আওয়ামী লীগের আনোয়ার হোসেন আশরাফ, বিএনপির এহসান কুফিয়া ও আওয়ামী লীগের (বিদ্রোহী) শওকত আকবরের মধ্যে লড়াই হবে। কুলিয়ারচরে আওয়ামী লীগের আবুল হাসান কাজল ও বিএনপির মো. সাজিউদ্দিনের মধ্যে লড়াই হবে। ভৈরবে আওয়ামী লীগের ফখরুল আলম আক্কাস ও বিএনপির মো. শাহিনের সঙ্গে লড়াই হবে বিএনপির প্রার্থী এ কে এম ইরাদত মান্নু। মীরকাদিমে আওয়ামী লীগের শহিদুল ইসলাম শাহীনের সঙ্গে ত্রিমুখী লড়াই হবে বিএনপির সামসুর রহমান। শেরপুরের নকলায় আওয়ামী লীগের হাফিজুর রহমান লিটন, বিএনপির আলহাজ আরিফুর রহমান ও আওয়ামী লীগের আলম উৎপল ও বিএনপির মোখলেছুর রহমান খানের লড়াই হবে। নালিতাবাড়ীতে চতুর্মুখী লড়াই হবে। আওয়ামী লীগের আবু বক্কর সিদ্দিক, আওয়ামী লীগের (বিদ্রোহী) আওয়ামী লীগের হাফিজুর রহমান লিটন, বিএনপির সহযোগী (বিদ্রোহী) ও আরেক স্বতন্ত্র প্রার্থী সামছুল আলম সওদাগরের মধ্যে লড়াই হবে। শ্রীবরদীতে আওয়ামী লীগের মো. আবু সাঈদ ও বিএনপির হাকিমের মধ্যে লড়াই হবে। শেরপুর সদরে লড়াই হবে আওয়ামী লীগের গোলাম কিবরিয়া লিটন ও বিএনপির আবদুর রাজ্জাক আলালের মধ্যে। গাজীপুরের শ্রীপুরে আওয়ামী লীগের আনিসুর রহমান আনিস ও বিএনপির শহিদুল্লাহ শহিদের মধ্যে লড়াই হবে। জামালপুরে ৪ পৌরসভায় আওয়ামী লীগ-বিএনপি লড়াই হবে। জামালপুর সদরে আওয়ামী লীগের মির্জা সাখাওয়াতুল আলম মনি ও বিএনপির অ্যাডভোকেট শাহ ওয়ারেছ আলী মামুনের মধ্যে, ইসলামপুরে আওয়ামী লীগের আবদুল কাদের শেখ ও বিএনপির রেজাউল করিম ও আওয়ামী লীগের প্রার্থী সেলিম মোশাররফ সেবক হাড়োও জাতীয় পার্টির লাঙ্গল নিয়ে রয়েছেন খোরশেদ আলম।	[1309, 15, 1809, 1096]
article-paragraph	[887, 271, 1297, 435]
course-list: BSC In Civil, Computer, Mechanical, Chemical, IT Software, EEE, Aircraft, BBA, MBA, Masters, PHD.	[726, 1566, 1200, 1577]
section-lead: রংপুর বিভাগ :	[14, 98, 83, 113]
paragraph-text: ত্রিমুখী লড়াই হবে। ছাতকে আওয়ামী লীগ প্রার্থী বর্তমান মেয়র আবুল কালাম চৌধুরী ও বিএনপির শামসুর রহমান শামসু ও আওয়ামী লীগের বিদ্রোহী প্রার্থী আবদুল ওয়াহিদ মজনুর মধ্যে ত্রিমুখী লড়াই হবে। দিরাই পৌরসভায় আওয়ামী লীগ প্রার্থী মাঈন উদ্দিন চৌধুরী মাসুক ও আওয়ামী লীগের মোশাররফ মিয়া, জগন্নাথপুরে আওয়ামী লীগের আবদুল মনাফ, বিএনপির রাজু আহমেদ ও স্বতন্ত্র প্রার্থী শাহ নুরুল করিমের মধ্যে ত্রিমুখী লড়াই হবে। হবিগঞ্জ সদরে আওয়ামী লীগ প্রার্থী জি কে গউছ ও আওয়ামী লীগ প্রার্থী আতাউর রহমান সেলিমের, নবীগঞ্জে আওয়ামী লীগ প্রার্থী বর্তমান মেয়র অধ্যাপক তোফাজ্জল হোসেন চৌধুরী ও বিএনপি প্রার্থী ছাবির আহমেদের, মাধবপুরে আওয়ামী লীগ প্রার্থী হীরেন্দ্র লাল সাহা, চুনারুঘাটে বিএনপির প্রার্থী নাজিম উদ্দিন শামছু ও আওয়ামী লীগের প্রার্থী রফিকুল ইসলাম রুবেল, মাধবপুরে আওয়ামী লীগের প্রার্থী হীরেন্দ্র লাল সাহার সঙ্গে বিএনপি প্রার্থী হাবিবুর রহমান মানিকের মধ্যে তীব্র প্রতিদ্বন্দ্বিতা জমে উঠেছে।	[887, 91, 1297, 270]
malaysia-title: MALAYSIA	[893, 1514, 1055, 1547]
paragraph-text: মাগুরায় আওয়ামী লীগের খুরশিদ হায়দার টুটুল ও বিএনপির ইকবাল আখতার খান কাফুর, নড়াইলের কালিয়ায় আওয়ামী লীগের ওয়াহিদুজ্জামান হীরার সঙ্গে তিন বিদ্রোহী প্রার্থী সোহেলী পারভীন নিপা, ফকির মুশফিকুর রহমান লিটন ও বর্তমান মেয়র বি এম ইমদাদুল হক টুলুর মধ্যে চতুর্মুখী লড়াই হবে। নড়াইল সদরে আওয়ামী লীগের প্রার্থী জাহাঙ্গীর বিশ্বাসের সঙ্গে বিএনপির প্রার্থী জুলফিকার আলী মণ্ডলের মধ্যে দ্বিমুখী লড়াই হবে। বাগেরহাট সদরে আওয়ামী লীগের খান হাবিবুর রহমান ও আওয়ামী লীগের বিদ্রোহী প্রার্থী মীনা হাসিবুল হাসান শিপন, মোরেলগঞ্জে আওয়ামী লীগের অ্যাডভোকেট মনিরুল হক তালুকদারের সঙ্গে বিএনপির আবদুল মজিদ জব্বারের দ্বিমুখী লড়াই হবে। খুলনার পাইকগাছায় আওয়ামী লীগের সেলিম জাহাঙ্গীর, বিএনপির প্রার্থী জি এম আবদুস সাত্তার ও জামায়াতের স্বতন্ত্র প্রার্থী অ্যাডভোকেট আবদুল মজিদের ত্রিমুখী লড়াই হবে। চালনায় আওয়ামী লীগের প্রার্থী সনৎ কুমার বিশ্বাস, বিএনপির প্রার্থী শেখ আবদুল মান্নান ও স্বতন্ত্র প্রার্থী বর্তমান মেয়র ড. অচিন্ত্য কুমার মণ্ডলের মধ্যে ত্রিমুখী লড়াই হবে। সাতক্ষীরা সদরে আওয়ামী লীগের প্রার্থী শাহনাজ হোসেন, জাতীয় পার্টির প্রার্থী শেখ আজহার হোসেন ও বিএনপির সাংগঠনিক সম্পাদক তাসকিন আহমেদ চিশতীর ত্রিমুখী লড়াই হবে। সাতক্ষীরা কলারোয়ায় আওয়ামী লীগের প্রার্থী মো. আমিনুল ইসলাম লাল্টুর সঙ্গে দ্বিমুখী লড়াই হবে বিএনপির প্রার্থী গাজী মো. আক্তারুল ইসলামের।	[887, 767, 1297, 1028]
paragraph-text: রাজশাহীর ১৩ পৌরসভার মধ্যে মুণ্ডুমালায় আওয়ামী লীগের গোলাম রাব্বানী ও বিএনপির ফিরোজ কবীর, তানোরে আওয়ামী লীগের ইমরুল হক ও বিএনপির মিজানুর রহমান, চারঘাটে আওয়ামী লীগের নার্গিস খাতুন ও বিএনপির জাকিরুল ইসলাম বিকুল, পুঠিয়ায় আওয়ামী লীগের রবিউল আলম রবি ও বিএনপির শাহাদৎ হক আসাদ, ভবানীগঞ্জে আওয়ামী লীগের আবদুল মালেক ও বিএনপির আবদুর রাজ্জাক প্রামাণিক, তাহেরপুরে আওয়ামী লীগের আবুল কালাম আজাদ ও বিএনপির আ ন ম সামসুর রহমান মিন্টু, কেশরহাটে বিএনপির আলাউদ্দিন আলো ও আওয়ামী লীগের শহিদুজ্জামান শহিদ, নওহাটায় বিএনপির মকবুল হোসেন ও আওয়ামী লীগের আবদুল বারী খান, কাটাখালীতে আওয়ামী লীগের আব্বাস আলী ও বিএনপির মাসুদ রানা, কাকনহাটে আওয়ামী লীগের আবদুল মজিদ ও বিএনপির হাফিজুর রহমান মামুন, দুর্গাপুরে আওয়ামী লীগের তোফাজ্জল হোসেন ও বিএনপির সাইদুর রহমান মন্টু মূল লড়াইয়ে রয়েছেন। তবে গোদাগাড়ীতে আওয়ামী লীগের মনিরুল ইসলাম বাবু, বিএনপির আনোয়ারুল আলম চৌধুরী ও জামায়াতের আমিনুল ইসলামের এবং আড়ানীতে আওয়ামী লীগের মুক্তার আলী, বিএনপির তোজাম্মেল হক ও বিএনপির বিদ্রোহী বর্তমান মেয়র নওশাদ ইসলামের মধ্যে ত্রিমুখী লড়াই হবে। জয়পুরহাটের তিন পৌরসভার সদরে আওয়ামী লীগের মোস্তাফিজুর রহমান মোস্তাক, বিএনপির অধ্যক্ষ সামসুল হক ও জাতীয় পার্টির তিতাস মোস্তফার ত্রিমুখী, কালাইয়ে আওয়ামী লীগের বিদ্রোহী সাজ্জাদুর রহমান কাজল ও বিএনপির বিদ্রোহী আনিসুর রহমান তালুকদার, আক্কেলপুরে আওয়ামী লীগের গোলাম মাহফুজ চৌধুরী অবসর ও বিএনপির বিদ্রোহী আলমগীর চৌধুরী বাদশার মধ্যে মূল লড়াই হবে। চাঁপাইনবাবগঞ্জের চার পৌরসভার সদরে দ্বিমুখী লড়াই হবে আওয়ামী লীগের সামিউল হক লিটন ও বিএনপির অধ্যাপক আতাউর রহমান, শিবগঞ্জে আওয়ামী লীগের বিদ্রোহী কারিবুল হক রাজিন ও আওয়ামী লীগের মো. নাচোলে আওয়ামী লীগের আবদুর রশিদ খান দুলু ও বিএনপির কামরুজ্জামান, রহনপুরে আওয়ামী লীগের গোলাম রাব্বানী বিশ্বাস ও বিএনপির তারেক আহমেদের মধ্যে হবে মূল লড়াই। নাটোরের ছয় পৌরসভার মধ্যে নাটোর পৌরসভায় বিএনপির শেখ এমদাদুল হক আল মামুন ও আওয়ামী লীগের উমা চৌধুরী জলি, সিংড়ায় বিএনপির শামীম আল রাজি সিহানুর রহমান ও আওয়ামী লীগের জান্নাতুল ফেরদৌস, বড়াইগ্রামে বিএনপির মো. ইসাহাক আলী, আওয়ামী লীগের আবদুল কুদ্দুস এবং বিএনপির বিদ্রোহী অ্যাডভোকেট মো. শরিফুল হক মুক্তার মধ্যে ত্রিমুখী, গোপালপুরে বিএনপির নজরুল ইসলাম মোল্লাম ও বিএনপির বিদ্রোহী মজনুর রহমান ইসলাম বিমলের, গুরুদাসপুর পৌরসভায় বিএনপির সাবেক মেয়র মো. মশিউর রহমান বাবলু ও আওয়ামী লীগের শাহনেওয়াজ আলী মোল্লা, নলডাঙ্গায় বিএনপির মো. আব্বাস আলী নানু ও আওয়ামী লীগের সঙ্গির উদ্দিন মোল্লার মধ্যে মূল প্রতিদ্বন্দ্বিতা হবে। পাবনার ৭টি পৌরসভার মধ্যে সদরে আওয়ামী লীগের প্রার্থী বর্তমান মেয়র কামরুল হাসান মিন্টু ও বিএনপির রফিক হাসান টিপু, সুজানগরে আওয়ামী লীগের বিদ্রোহী মো. তোফাজ্জল হোসেন তোফা ও বিএনপির বিদ্রোহী আয়ম আলী বিশ্বাস, সাঁথিয়ায় আওয়ামী লীগের মিরাজুল ইসলাম প্রামাণিক ও আওয়ামী লীগের বিদ্রোহী নিজাম উদ্দিন, ভাঙ্গুড়ায় আওয়ামী লীগের মো. হাসনাইন রাসেল ও দলের বিদ্রোহী আজাদ খান, চাটমোহরে আওয়ামী লীগের বিদ্রোহী প্রার্থী মির্জা রেজাউল করিম দুলাল ও বিএনপির বিদ্রোহী সাবেক মেয়র উপজেলা বিএনপির জ্যেষ্ঠ সহসভাপতি আবদুল মান্নানের মধ্যে হাড্ডাহাড্ডি লড়াই। ফরিদপুর পৌরসভায় আওয়ামী লীগের প্রার্থী বর্তমান মেয়র খ ম কামরুজ্জামান মাজেদের সঙ্গে বিদ্রোহী প্রার্থী আসাদুজ্জামানের লড়াই হবে।	[14, 525, 466, 1131]
section-lead: (প্রথম পৃষ্ঠার পর)	[14, 15, 99, 29]
article-paragraph	[476, 90, 876, 353]
article-paragraph	[14, 525, 466, 1132]
article-paragraph	[14, 97, 466, 524]
article-paragraph	[887, 552, 1297, 765]
package-price: স্পেশাল প্যাকেজ ২,০০,০০০/- টাকা	[822, 1543, 1102, 1565]
section-lead: চট্টগ্রাম বিভাগ :	[476, 354, 556, 369]
column-divider	[1303, 84, 1304, 1614]
bscic-logo-caption: BSCIC	[35, 1531, 99, 1595]
paragraph-text: নওগাঁর দুই পৌরসভার নওগাঁ সদরে মূল লড়াই হবে বিএনপির নজমুল হক সনির সঙ্গে আওয়ামী লীগের দেওয়ান ছেকার আহমেদ শিষানের। নজিপুর পৌরসভায় লড়াই হবে বিএনপির আনোয়ার হোসেনের সঙ্গে আওয়ামী লীগের রেজাউল কবির চৌধুরী। বগুড়া জেলার নয় পৌরসভার মধ্যে সদরে দ্বিমুখী লড়াই হবে দেশের সর্ববৃহৎ বগুড়া পৌরসভা বিএনপির বর্তমান মেয়র অ্যাডভোকেট এ কে এম মাহবুবর রহমানের বাকি শীর্ষে সঙ্গে মূল প্রতিদ্বন্দ্বিতা হবে আওয়ামী লীগের অ্যাডভোকেট রেজাউল করিম মন্টুর মধ্যে। শাজাহানপুরে বিএনপির তোফাজ্জল হোসেন ভুট্টোর সঙ্গে প্রতিদ্বন্দ্বিতা হবে আওয়ামী লীগের রাশেদুল ইসলাম রাজার। শেরপুর পৌরসভায় বর্তমান মেয়র বিএনপির স্বাধীন কুমার কুণ্ডুর সঙ্গে লড়াই হবে আওয়ামী লীগের আবদুস সাত্তারের। ধুনটে আওয়ামী লীগের শরিফুল ইসলাম খানের সঙ্গে লড়াই হবে বিএনপির সাবেক মেয়র আলীমুদ্দিন হারুন মন্ডলের। নন্দীগ্রামে বিএনপির বর্তমান মেয়র শুশান্ত কুমার শান্তর সঙ্গে মূল লড়াই হবে আওয়ামী লীগের রফিকুল	[14, 1133, 466, 1296]
article-paragraph	[476, 765, 876, 962]
paragraph-text: পঞ্চগড় সদর পৌরসভায় ত্রিমুখী লড়াই হবে বর্তমান মেয়র বিএনপির প্রার্থী তৌহিদুল ইসলাম, আওয়ামী লীগের জাকিয়া খাতুন ও স্বতন্ত্র জামায়াতের আবদুল খালেকের মধ্যে। কুড়িগ্রামে দুই পৌরসভার সদরে আওয়ামী লীগের অ. জলিল ও বিএনপির নূর ইসলাম নূরু এবং নাগেশ্বরীতে ত্রিমুখী লড়াইয়ে মুখোমুখি হবেন আওয়ামী লীগের মো. হোসেন ফারুক, বিএনপির আদম আলী ও জাতীয় পার্টির আ. রহমান মিয়া। উলিপুরে মূল প্রতিদ্বন্দ্বিতা হবে জাতীয় পার্টির সফিকুল ইসলাম দারা ও বিএনপির তারিক আবু তালা চৌধুরীর মধ্যে। গাইবান্ধা সদরে মূল লড়াইয়ে আছেন বর্তমান মেয়র স্বতন্ত্র প্রার্থী মো. শামছুল আলম, আওয়ামী লীগের অ্যাডভোকেট শাহ মাসুদ জাহাঙ্গীর কবির মিলন ও বিএনপির শহীদুজ্জামান শহীদ, গোবিন্দগঞ্জে আওয়ামী লীগের আতাউর রহমান ও বিএনপির মো. ফারুক আহমেদ, সুন্দরগঞ্জে আওয়ামী লীগের বর্তমান মেয়র আবদুল্লাহ আল মামুন ও বিএনপির আবদুল করিম প্রামাণিক নিপুর মধ্যে হবে মূল প্রতিদ্বন্দ্বিতা। ঠাকুরগাঁওয়ে তিন পৌরসভার মধ্যে সদরে দ্বিমুখী লড়াই হবে বিএনপির মির্জা ফয়সাল আমিন ও আওয়ামী লীগের তাহমিনা মোল্লা, পীরগঞ্জে ত্রিমুখী লড়াইয়ে আওয়ামী লীগের কশিরুল আলম কশির, বিএনপির রাজিউর রহমান রাজু ও জাতীয় পার্টির গোলাম মোস্তফা মেয়র। দিনাজপুরের পাঁচ পৌরসভার সদরে মূল লড়াই হবে সদরে বিএনপির সৈয়দ জাহাঙ্গীর আলম এবং আওয়ামী লীগের আনারুল ইসলামের দ্বিমুখী লড়াই, বীরগঞ্জে আওয়ামী লীগের প্রার্থী মোশাররফ হোসেন বাবুল, বিএনপির আলহাজ আমিরুল বাহার ও জামায়াতের মোহাম্মদ হাবিব, বিরামপুরে বিএনপির আজাদুল ইসলাম আজাদ, আওয়ামী লীগের অধ্যাপক আক্কাস আলী ও জামায়াতের মো. এনামুল হকের ত্রিমুখী, হাকিমপুরে আওয়ামী লীগের এনএএম জামিল হোসেন ও বিএনপির সাখাওয়াত হোসেন শিল্লীর দ্বিমুখী এবং ফুলবাড়ীতে বিএনপির শাহাদৎ আলী সাহাজুল ও আওয়ামী লীগের শাহজাহান আলী সরকার পুতুকে ত্রিমুখী লড়াইয়ে অবতীর্ণ হতে হবে স্বতন্ত্র প্রার্থী খনি আন্দোলনের নেতা বর্তমান মেয়র মুরতুজা সরকার মানিকের। রংপুরের বদরগঞ্জ পৌরসভায় মূল লড়াই হবে আওয়ামী লীগের বিদ্রোহী আজিজুল হক ও আওয়ামী লীগের উত্তম সাহার। লালমনিরহাটের দুই পৌরসভার মধ্যে সদরে আওয়ামী লীগের রিয়াজুল ইসলাম রিন্টু ও বিএনপির আবদুল হালিমের দ্বিমুখী এবং পাটগ্রামে বিএনপির মোস্তফা সালাউজ্জামান ওপেল ও আওয়ামী লীগের শমসের আলীর মধ্যে হবে মূল লড়াই। নীলফামারীর জলঢাকায় দ্বিমুখী লড়াইয়ে আওয়ামী লীগের আবদুল ওয়াহেদ বাহাদুর ও বিএনপির ফাহমিদ ফয়সাল চৌধুরী কমেট এবং সৈয়দপুরে আওয়ামী লীগের মোখছেদুল মোমিন ও বিএনপির আমজাদ হোসেন সরকার লড়বেন।	[14, 98, 466, 523]
paragraph-text: রাঙ্গামাটিতে ত্রিমুখী প্রতিদ্বন্দ্বিতা হবে আওয়ামী লীগ প্রার্থী আকবর হোসেন চৌধুরী, বিএনপির প্রার্থী মো. সাইফুল ইসলাম চৌধুরী ভুট্টো ও জনসংহতি সমিতির (জেএসএস) সমর্থিত প্রার্থী ডা. গঙ্গা মানিক চাকমার মধ্যে। ফেনীর দাগনভূঞা পৌরসভায় আওয়ামী লীগের প্রার্থী ওমর ফারুক খানের সঙ্গে দ্বিমুখী বিএনপির প্রার্থী কাজী সাইফুর রহমান স্বপনের দ্বিমুখী লড়াই হবে। ফেনী সদর পৌরসভায় মেয়র পদে একক প্রার্থী হওয়ায় আওয়ামী লীগ মনোনীত প্রার্থী হাজী আলাউদ্দিন বিনা প্রতিদ্বন্দ্বিতায় নির্বাচিত হয়েছেন। এ ছাড়া পরশুরাম পৌরসভায় আওয়ামী লীগের প্রার্থী নিজাম উদ্দিন আহমেদ চৌধুরী সাজেলও একক প্রার্থী হওয়ায় বিনা প্রতিদ্বন্দ্বিতায় নির্বাচিত হয়েছেন। খাগড়াছড়ি পৌর নির্বাচনে ত্রিমুখী খাগড়াছড়িতে নাগরিক কমিটির স্বতন্ত্র প্রার্থী বর্তমান মেয়র মো. রফিকুল আলম, বিএনপির প্রার্থী আবদুল মালেক মিন্টু ও ইউপিডিএফ সমর্থিত স্বতন্ত্র প্রার্থী কিরণ মারমার ত্রিমুখী লড়াই হবে। মাটিরাঙ্গায় বিএনপির প্রার্থী মোহাম্মদ আলী বাদশাহর সঙ্গে আওয়ামী লীগের প্রার্থী শামছুল হকের দ্বিমুখী লড়াই হবে।	[476, 765, 876, 961]
column-divider	[881, 84, 882, 1508]
office-address: International Islamic University Malaysia | Dhaka Admission Office: 46, Suvastu Arcade, New Elephant Road (7th Floor), Suite-727	[713, 1580, 1267, 1590]
article-paragraph	[476, 1095, 876, 1275]
article-column-2	[476, 90, 876, 1510]
bscic-email-link[interactable]: info@bscic.gov.bd	[449, 1565, 565, 1580]
